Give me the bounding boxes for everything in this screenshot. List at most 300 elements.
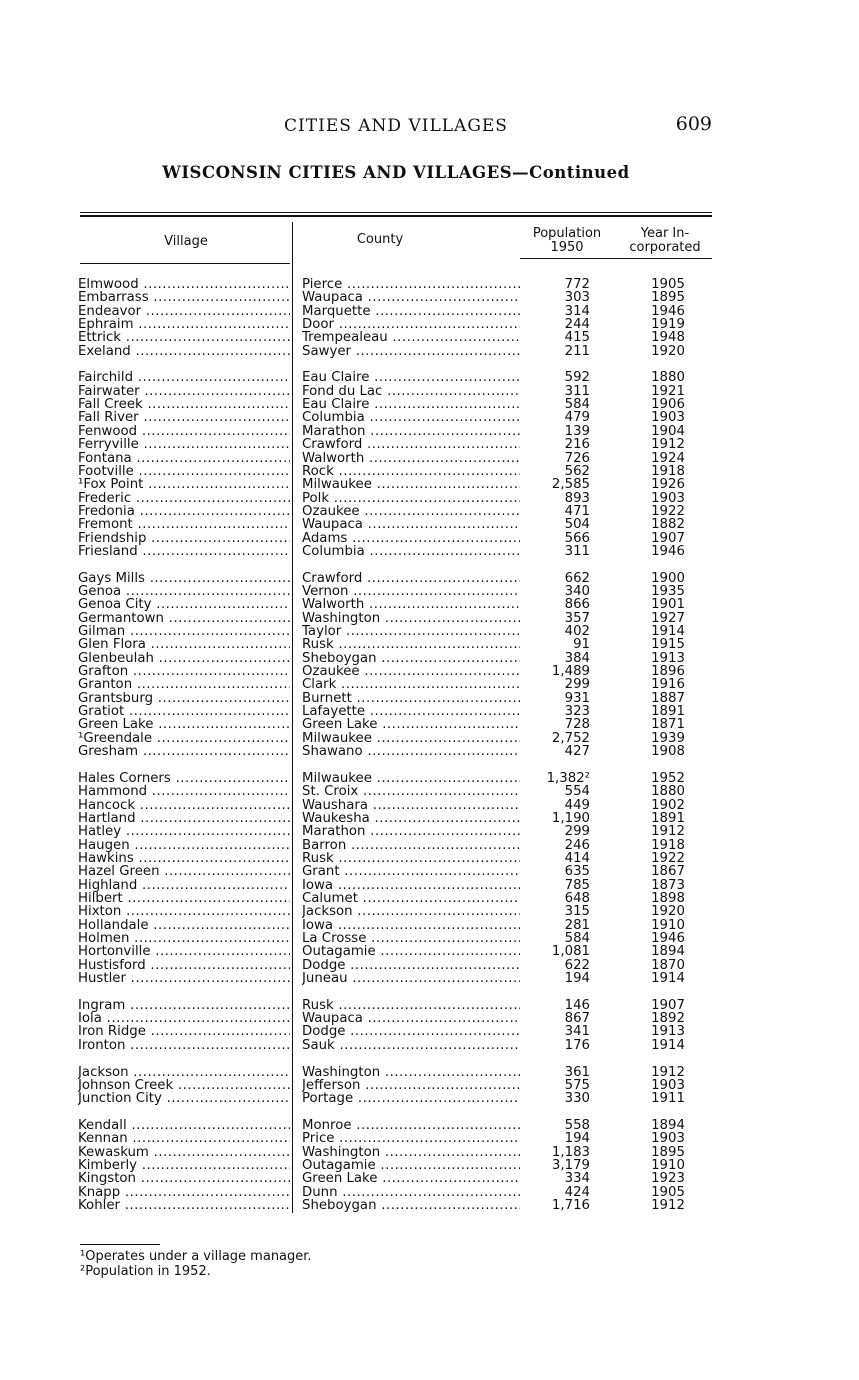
- population-cell: 194: [564, 1132, 590, 1146]
- year-cell: 1910: [651, 918, 685, 932]
- column-header-county: County: [356, 232, 404, 247]
- table-row: [0, 665, 859, 678]
- village-cell: Friendship .....: [78, 532, 290, 545]
- letter-group: [0, 371, 859, 558]
- county-cell: Monroe .....: [302, 1119, 520, 1132]
- county-cell: Washington .....: [302, 1146, 520, 1159]
- table-row: [0, 572, 859, 585]
- population-cell: 341: [564, 1025, 590, 1039]
- population-cell: 635: [564, 865, 590, 879]
- county-cell: Washington .....: [302, 1066, 520, 1079]
- population-cell: 622: [564, 958, 590, 973]
- table-row: [0, 532, 859, 545]
- county-cell: Sheboygan .....: [302, 652, 520, 665]
- year-cell: 1871: [651, 718, 685, 732]
- village-cell: Kingston .....: [78, 1172, 290, 1185]
- county-cell: Iowa .....: [302, 879, 520, 892]
- county-cell: Milwaukee .....: [302, 732, 520, 745]
- village-cell: Genoa .....: [78, 585, 290, 598]
- village-cell: Hatley .....: [78, 825, 290, 838]
- village-cell: Gilman .....: [78, 625, 290, 638]
- village-cell: Fontana .....: [78, 452, 290, 465]
- year-cell: 1926: [651, 478, 685, 492]
- table-row: [0, 411, 859, 424]
- page-number: 609: [675, 113, 712, 135]
- year-cell: 1918: [651, 464, 685, 479]
- village-cell: Fall River .....: [78, 411, 290, 424]
- population-cell: 772: [564, 278, 590, 292]
- population-cell: 1,716: [551, 1199, 590, 1213]
- population-cell: 867: [564, 1012, 590, 1026]
- year-cell: 1918: [651, 838, 685, 852]
- year-cell: 1914: [651, 972, 685, 986]
- village-cell: Ingram .....: [78, 999, 290, 1012]
- year-cell: 1946: [651, 304, 685, 319]
- year-cell: 1911: [651, 1092, 685, 1106]
- village-cell: Haugen .....: [78, 839, 290, 852]
- year-cell: 1892: [651, 1012, 685, 1026]
- county-cell: Polk .....: [302, 492, 520, 505]
- population-cell: 315: [564, 905, 590, 919]
- village-cell: Kohler .....: [78, 1199, 290, 1212]
- county-cell: Grant .....: [302, 865, 520, 878]
- table-row: [0, 371, 859, 384]
- population-cell: 726: [564, 451, 590, 465]
- table-row: [0, 852, 859, 865]
- village-cell: Iron Ridge .....: [78, 1025, 290, 1038]
- county-cell: Fond du Lac .....: [302, 385, 520, 398]
- letter-group: [0, 1066, 859, 1106]
- population-cell: 281: [564, 918, 590, 932]
- year-cell: 1914: [651, 1038, 685, 1053]
- year-cell: 1913: [651, 651, 685, 666]
- county-cell: Milwaukee .....: [302, 772, 520, 785]
- county-cell: Jefferson .....: [302, 1079, 520, 1092]
- village-cell: Hixton .....: [78, 905, 290, 918]
- year-cell: 1912: [651, 1065, 685, 1079]
- year-cell: 1894: [651, 945, 685, 959]
- village-cell: Kimberly .....: [78, 1159, 290, 1172]
- county-cell: Walworth .....: [302, 452, 520, 465]
- village-cell: Knapp .....: [78, 1186, 290, 1199]
- year-cell: 1880: [651, 371, 685, 385]
- table-row: [0, 718, 859, 731]
- village-cell: Kendall .....: [78, 1119, 290, 1132]
- table-row: [0, 625, 859, 638]
- year-cell: 1927: [651, 611, 685, 626]
- table-row: [0, 865, 859, 878]
- year-cell: 1894: [651, 1118, 685, 1133]
- population-cell: 330: [564, 1092, 590, 1106]
- population-cell: 471: [564, 504, 590, 519]
- population-cell: 424: [564, 1185, 590, 1199]
- population-cell: 303: [564, 291, 590, 305]
- letter-group: [0, 278, 859, 358]
- county-cell: Trempealeau .....: [302, 331, 520, 344]
- year-cell: 1916: [651, 678, 685, 692]
- county-cell: Sawyer .....: [302, 345, 520, 358]
- population-cell: 246: [564, 838, 590, 852]
- table-row: [0, 278, 859, 291]
- table-row: [0, 919, 859, 932]
- population-cell: 785: [564, 878, 590, 892]
- population-header-line1: Population: [532, 226, 602, 241]
- year-cell: 1922: [651, 851, 685, 866]
- table-row: [0, 1159, 859, 1172]
- population-cell: 211: [564, 344, 590, 359]
- county-cell: Barron .....: [302, 839, 520, 852]
- table-row: [0, 1012, 859, 1025]
- year-cell: 1912: [651, 1199, 685, 1213]
- population-cell: 146: [564, 998, 590, 1013]
- county-cell: Taylor .....: [302, 625, 520, 638]
- village-cell: Hollandale .....: [78, 919, 290, 932]
- county-cell: Waushara .....: [302, 799, 520, 812]
- table-row: [0, 492, 859, 505]
- year-cell: 1939: [651, 731, 685, 746]
- village-cell: Hartland .....: [78, 812, 290, 825]
- year-cell: 1946: [651, 931, 685, 946]
- county-cell: Calumet .....: [302, 892, 520, 905]
- county-cell: La Crosse .....: [302, 932, 520, 945]
- county-cell: Burnett .....: [302, 692, 520, 705]
- village-cell: Fairwater .....: [78, 385, 290, 398]
- county-cell: Crawford .....: [302, 438, 520, 451]
- village-cell: Hustisford .....: [78, 959, 290, 972]
- year-header-line2: corporated: [629, 240, 701, 255]
- table-row: [0, 438, 859, 451]
- year-cell: 1882: [651, 518, 685, 532]
- population-cell: 402: [564, 625, 590, 639]
- village-cell: ¹Greendale .....: [78, 732, 290, 745]
- population-cell: 415: [564, 331, 590, 345]
- header-rule-numeric: [520, 258, 712, 259]
- population-cell: 562: [564, 464, 590, 479]
- footnote-2: ²Population in 1952.: [80, 1264, 211, 1279]
- village-cell: Gays Mills .....: [78, 572, 290, 585]
- village-cell: Germantown .....: [78, 612, 290, 625]
- table-row: [0, 425, 859, 438]
- table-row: [0, 772, 859, 785]
- village-cell: Ferryville .....: [78, 438, 290, 451]
- county-cell: Shawano .....: [302, 745, 520, 758]
- county-cell: Green Lake .....: [302, 718, 520, 731]
- village-cell: Glenbeulah .....: [78, 652, 290, 665]
- year-cell: 1912: [651, 438, 685, 452]
- year-cell: 1946: [651, 544, 685, 559]
- year-cell: 1906: [651, 398, 685, 412]
- table-row: [0, 505, 859, 518]
- village-cell: Friesland .....: [78, 545, 290, 558]
- village-cell: Hawkins .....: [78, 852, 290, 865]
- population-cell: 1,489: [551, 665, 590, 679]
- county-cell: Clark .....: [302, 678, 520, 691]
- table-row: [0, 692, 859, 705]
- population-cell: 893: [564, 491, 590, 505]
- footnote-rule: [80, 1244, 160, 1245]
- population-cell: 91: [573, 638, 590, 652]
- table-row: [0, 732, 859, 745]
- county-cell: Rock .....: [302, 465, 520, 478]
- population-cell: 311: [564, 384, 590, 399]
- village-cell: Hancock .....: [78, 799, 290, 812]
- village-cell: Jackson .....: [78, 1066, 290, 1079]
- population-cell: 2,585: [551, 478, 590, 492]
- population-cell: 662: [564, 571, 590, 585]
- year-cell: 1905: [651, 278, 685, 292]
- population-cell: 584: [564, 398, 590, 412]
- table-row: [0, 331, 859, 344]
- population-cell: 554: [564, 785, 590, 799]
- year-cell: 1912: [651, 825, 685, 839]
- county-cell: Waupaca .....: [302, 518, 520, 531]
- table-row: [0, 945, 859, 958]
- year-cell: 1903: [651, 1132, 685, 1146]
- footnote-1: ¹Operates under a village manager.: [80, 1249, 312, 1264]
- year-cell: 1895: [651, 291, 685, 305]
- county-cell: Outagamie .....: [302, 945, 520, 958]
- population-cell: 314: [564, 304, 590, 319]
- year-cell: 1903: [651, 491, 685, 505]
- village-cell: Hales Corners .....: [78, 772, 290, 785]
- village-cell: Genoa City .....: [78, 598, 290, 611]
- county-cell: Marquette .....: [302, 305, 520, 318]
- population-cell: 427: [564, 745, 590, 759]
- year-cell: 1870: [651, 958, 685, 973]
- year-cell: 1891: [651, 705, 685, 719]
- year-cell: 1935: [651, 585, 685, 599]
- population-cell: 357: [564, 611, 590, 626]
- population-cell: 558: [564, 1118, 590, 1133]
- year-cell: 1920: [651, 344, 685, 359]
- population-cell: 1,382²: [546, 771, 590, 786]
- table-row: [0, 1132, 859, 1145]
- table-row: [0, 905, 859, 918]
- table-row: [0, 879, 859, 892]
- table-title: WISCONSIN CITIES AND VILLAGES—Continued: [162, 163, 630, 182]
- table-row: [0, 598, 859, 611]
- village-cell: Holmen .....: [78, 932, 290, 945]
- table-row: [0, 345, 859, 358]
- county-cell: Vernon .....: [302, 585, 520, 598]
- county-cell: Waukesha .....: [302, 812, 520, 825]
- county-cell: Iowa .....: [302, 919, 520, 932]
- year-header-line1: Year In-: [640, 226, 690, 241]
- table-row: [0, 972, 859, 985]
- village-cell: Ironton .....: [78, 1039, 290, 1052]
- county-cell: Lafayette .....: [302, 705, 520, 718]
- population-cell: 299: [564, 825, 590, 839]
- county-cell: Eau Claire .....: [302, 398, 520, 411]
- village-cell: Hustler .....: [78, 972, 290, 985]
- village-cell: Iola .....: [78, 1012, 290, 1025]
- table-row: [0, 745, 859, 758]
- year-cell: 1867: [651, 865, 685, 879]
- county-cell: Jackson .....: [302, 905, 520, 918]
- population-cell: 299: [564, 678, 590, 692]
- village-cell: Hilbert .....: [78, 892, 290, 905]
- county-cell: Crawford .....: [302, 572, 520, 585]
- year-cell: 1910: [651, 1158, 685, 1173]
- running-header: [80, 113, 712, 138]
- population-cell: 1,081: [551, 945, 590, 959]
- population-cell: 592: [564, 371, 590, 385]
- county-cell: Dodge .....: [302, 1025, 520, 1038]
- column-header-population: [520, 227, 614, 255]
- year-cell: 1880: [651, 785, 685, 799]
- village-cell: Hortonville .....: [78, 945, 290, 958]
- year-cell: 1895: [651, 1145, 685, 1159]
- table-row: [0, 305, 859, 318]
- population-cell: 361: [564, 1065, 590, 1079]
- village-cell: Ettrick .....: [78, 331, 290, 344]
- table-row: [0, 892, 859, 905]
- population-cell: 323: [564, 705, 590, 719]
- letter-group: [0, 772, 859, 986]
- population-cell: 2,752: [551, 731, 590, 746]
- table-row: [0, 465, 859, 478]
- table-row: [0, 518, 859, 531]
- village-cell: Frederic .....: [78, 492, 290, 505]
- population-cell: 216: [564, 438, 590, 452]
- county-cell: Ozaukee .....: [302, 505, 520, 518]
- county-cell: Adams .....: [302, 532, 520, 545]
- village-cell: Highland .....: [78, 879, 290, 892]
- population-cell: 3,179: [551, 1158, 590, 1173]
- population-cell: 449: [564, 798, 590, 812]
- village-cell: Elmwood .....: [78, 278, 290, 291]
- table-row: [0, 1039, 859, 1052]
- county-cell: Marathon .....: [302, 825, 520, 838]
- header-rule-village: [80, 263, 290, 264]
- table-row: [0, 999, 859, 1012]
- population-cell: 414: [564, 851, 590, 866]
- table-row: [0, 785, 859, 798]
- table-row: [0, 652, 859, 665]
- population-cell: 1,190: [551, 811, 590, 826]
- county-cell: Pierce .....: [302, 278, 520, 291]
- letter-group: [0, 999, 859, 1052]
- village-cell: Kennan .....: [78, 1132, 290, 1145]
- population-cell: 311: [564, 544, 590, 559]
- year-cell: 1919: [651, 318, 685, 332]
- county-cell: Price .....: [302, 1132, 520, 1145]
- village-cell: Hazel Green .....: [78, 865, 290, 878]
- village-cell: Gratiot .....: [78, 705, 290, 718]
- village-cell: Fairchild .....: [78, 371, 290, 384]
- year-cell: 1952: [651, 771, 685, 786]
- village-cell: Embarrass .....: [78, 291, 290, 304]
- year-cell: 1921: [651, 384, 685, 399]
- table-row: [0, 1025, 859, 1038]
- table-row: [0, 705, 859, 718]
- county-cell: Milwaukee .....: [302, 478, 520, 491]
- table-row: [0, 1079, 859, 1092]
- population-cell: 194: [564, 972, 590, 986]
- column-header-village: Village: [164, 234, 208, 249]
- village-cell: Glen Flora .....: [78, 638, 290, 651]
- table-row: [0, 478, 859, 491]
- village-cell: Footville .....: [78, 465, 290, 478]
- village-cell: Endeavor .....: [78, 305, 290, 318]
- table-row: [0, 812, 859, 825]
- county-cell: Walworth .....: [302, 598, 520, 611]
- table-row: [0, 959, 859, 972]
- county-cell: Waupaca .....: [302, 1012, 520, 1025]
- table-row: [0, 318, 859, 331]
- county-cell: St. Croix .....: [302, 785, 520, 798]
- year-cell: 1904: [651, 424, 685, 439]
- county-cell: Green Lake .....: [302, 1172, 520, 1185]
- year-cell: 1891: [651, 811, 685, 826]
- population-cell: 648: [564, 891, 590, 906]
- table-row: [0, 612, 859, 625]
- village-cell: Fall Creek .....: [78, 398, 290, 411]
- table-row: [0, 291, 859, 304]
- table-row: [0, 398, 859, 411]
- table-row: [0, 1092, 859, 1105]
- table-row: [0, 678, 859, 691]
- county-cell: Ozaukee .....: [302, 665, 520, 678]
- year-cell: 1907: [651, 531, 685, 545]
- table-row: [0, 585, 859, 598]
- table-row: [0, 1199, 859, 1212]
- table-row: [0, 825, 859, 838]
- county-cell: Columbia .....: [302, 545, 520, 558]
- villages-table: [0, 278, 859, 1226]
- county-cell: Dunn .....: [302, 1186, 520, 1199]
- population-cell: 334: [564, 1172, 590, 1186]
- village-cell: Grantsburg .....: [78, 692, 290, 705]
- county-cell: Marathon .....: [302, 425, 520, 438]
- table-row: [0, 1066, 859, 1079]
- year-cell: 1913: [651, 1025, 685, 1039]
- county-cell: Rusk .....: [302, 638, 520, 651]
- year-cell: 1905: [651, 1185, 685, 1199]
- population-cell: 479: [564, 411, 590, 425]
- table-row: [0, 799, 859, 812]
- population-cell: 866: [564, 598, 590, 612]
- village-cell: Fenwood .....: [78, 425, 290, 438]
- year-cell: 1873: [651, 878, 685, 892]
- population-cell: 139: [564, 424, 590, 439]
- population-cell: 340: [564, 585, 590, 599]
- letter-group: [0, 572, 859, 759]
- year-cell: 1922: [651, 504, 685, 519]
- county-cell: Outagamie .....: [302, 1159, 520, 1172]
- county-cell: Juneau .....: [302, 972, 520, 985]
- population-cell: 584: [564, 931, 590, 946]
- top-rule-thin: [80, 212, 712, 213]
- year-cell: 1887: [651, 691, 685, 706]
- year-cell: 1915: [651, 638, 685, 652]
- year-cell: 1920: [651, 905, 685, 919]
- village-cell: ¹Fox Point .....: [78, 478, 290, 491]
- year-cell: 1900: [651, 571, 685, 585]
- village-cell: Exeland .....: [78, 345, 290, 358]
- table-row: [0, 1146, 859, 1159]
- year-cell: 1903: [651, 1078, 685, 1093]
- village-cell: Kewaskum .....: [78, 1146, 290, 1159]
- year-cell: 1901: [651, 598, 685, 612]
- county-cell: Eau Claire .....: [302, 371, 520, 384]
- county-cell: Sauk .....: [302, 1039, 520, 1052]
- population-cell: 504: [564, 518, 590, 532]
- running-title: CITIES AND VILLAGES: [284, 116, 508, 136]
- top-rule-thick: [80, 215, 712, 217]
- year-cell: 1948: [651, 331, 685, 345]
- population-cell: 728: [564, 718, 590, 732]
